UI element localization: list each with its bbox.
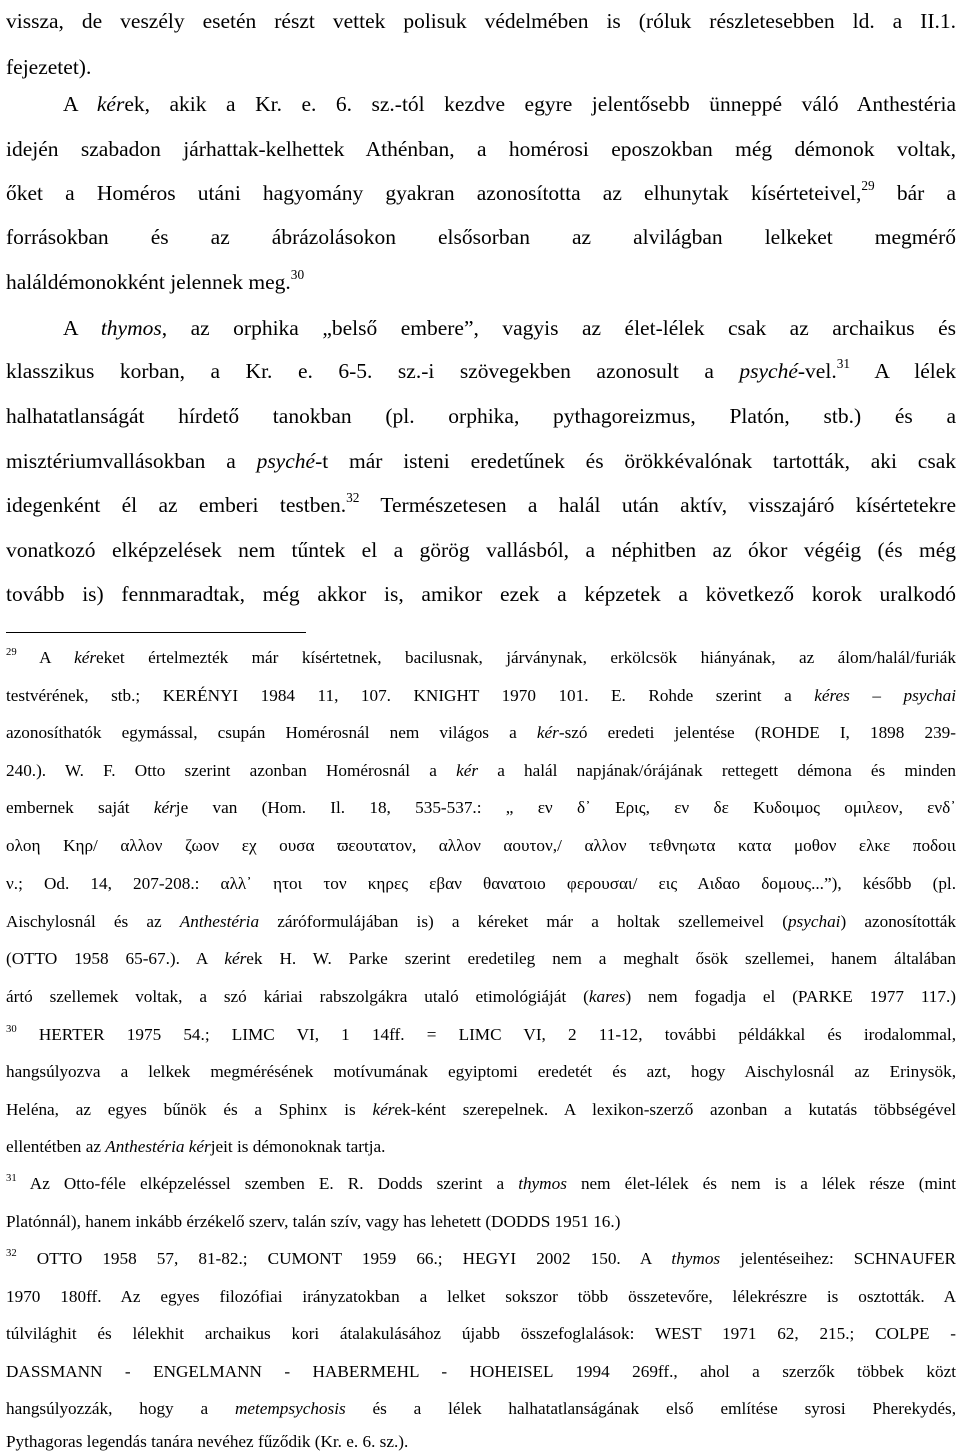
footnote-line: Heléna, az egyes bűnök és a Sphinx is kérek-ként szerepelnek. A lexikon-szerző azonban a kutatás többségével [6, 1100, 956, 1119]
footnote-line: testvérének, stb.; KERÉNYI 1984 11, 107. KNIGHT 1970 101. E. Rohde szerint a kéres – psychai [6, 686, 956, 705]
body-line [6, 52, 956, 82]
footnote-line: azonosíthatók egymással, csupán Homérosnál nem világos a kér-szó eredeti jelentése (ROHDE I, 1898 239- [6, 723, 956, 742]
footnote-line: embernek saját kérje van (Hom. Il. 18, 535-537.: „ εν δ᾽ Ερις, εν δε Κυδοιμος ομιλεον, ενδ᾽ [6, 798, 956, 817]
body-line [6, 6, 956, 36]
italic-term: thymos [100, 316, 162, 340]
body-line: A thymos, az orphika „belső embere”, vagyis az élet-lélek csak az archaikus és [63, 316, 956, 340]
italic-term: psyché [256, 449, 316, 473]
footnote-ref-30[interactable]: 30 [290, 267, 305, 283]
footnote-number: 31 [6, 1173, 17, 1185]
footnote-line-greek: ολοη Κηρ/ αλλον ζωον εχ ουσα ϖεουτατον, αλλον αουτον,/ αλλον τεθνηωτα κατα μοθον ελκε ποδοιι [6, 836, 956, 855]
body-line: A kérek, akik a Kr. e. 6. sz.-tól kezdve egyre jelentősebb ünneppé váló Anthestéria [63, 92, 956, 116]
body-line: tovább is) fennmaradtak, még akkor is, amikor ezek a képzetek a következő korok uralkodó [6, 582, 956, 606]
footnote-32: $^{32}$ OTTO 1958 57, 81-82.; CUMONT 1959 66.; HEGYI 2002 150. A thymos jelentéseihez: SCHNAUFER [6, 1248, 956, 1268]
footnote-line: Pythagoras legendás tanára nevéhez fűződik (Kr. e. 6. sz.). [6, 1432, 409, 1451]
footnote-line-greek: ν.; Od. 14, 207-208.: αλλ᾽ ητοι τον κηρες εβαν θανατοιο φερουσαι/ εις Αιδαο δομους...”), később (pl. [6, 874, 956, 893]
footnote-line: 240.). W. F. Otto szerint azonban Homérosnál a kér a halál napjának/órájának rettegett démona és minden [6, 761, 956, 780]
footnote-line: túlvilághit és lélekhit archaikus kori átalakulásához újabb összefoglalások: WEST 1971 62, 215.; COLPE - [6, 1324, 956, 1343]
body-line: idegenként él az emberi testben.$^{32}$ Természetesen a halál után aktív, visszajáró kísértetekre [6, 490, 956, 517]
italic-term: psyché [739, 359, 798, 383]
footnote-line: DASSMANN - ENGELMANN - HABERMEHL - HOHEISEL 1994 269ff., ahol a szerzők többek közt [6, 1362, 956, 1381]
body-line: idején szabadon járhattak-kelhettek Athénban, a homérosi eposzokban még démonok voltak, [6, 137, 956, 161]
footnote-29: $^{29}$ A kéreket értelmezték már kísértetnek, bacilusnak, járványnak, erkölcsök hiányának, az álom/halál/furiák [6, 647, 956, 667]
body-line: klasszikus korban, a Kr. e. 6-5. sz.-i szövegekben azonosult a psyché-vel.$^{31}$ A lélek [6, 356, 956, 383]
footnote-30: $^{30}$ HERTER 1975 54.; LIMC VI, 1 14ff. = LIMC VI, 2 11-12, további példákkal és irodalommal, [6, 1024, 956, 1044]
body-line: vonatkozó elképzelések nem tűntek el a görög vallásból, a néphitben az ókor végéig (és még [6, 538, 956, 562]
body-line: haláldémonokként jelennek meg.$^{30}$ [6, 267, 305, 294]
footnote-separator [6, 632, 306, 633]
footnote-line: 1970 180ff. Az egyes filozófiai irányzatokban a lelket sokszor több összetevőre, lélekrészre is osztották. A [6, 1287, 956, 1306]
footnote-ref-32[interactable]: 32 [346, 490, 360, 506]
body-line: őket a Homéros utáni hagyomány gyakran azonosította az elhunytak kísérteteivel,$^{29}$ bár a [6, 178, 956, 205]
footnote-ref-29[interactable]: 29 [861, 178, 875, 194]
footnote-line: hangsúlyozzák, hogy a metempsychosis és a lélek halhatatlanságának első említése syrosi Pherekydés, [6, 1399, 956, 1418]
footnote-31: $^{31}$ Az Otto-féle elképzeléssel szemben E. R. Dodds szerint a thymos nem élet-lélek és nem is a lélek része (mint [6, 1173, 956, 1193]
footnote-line: ellentétben az Anthestéria kérjeit is démonoknak tartja. [6, 1137, 386, 1156]
footnote-line: (OTTO 1958 65-67.). A kérek H. W. Parke szerint eredetileg nem a meghalt ősök szellemei, hanem általában [6, 949, 956, 968]
footnote-line: ártó szellemek voltak, a szó káriai rabszolgákra utaló etimológiáját (kares) nem fogadja el (PARKE 1977 117.) [6, 987, 956, 1006]
text: vissza, de veszély esetén részt vettek polisuk védelmében is (róluk részletesebben ld. a II.1. [6, 9, 956, 33]
footnote-line: Aischylosnál és az Anthestéria záróformulájában is) a kéreket már a holtak szellemeivel (psychai) azonosították [6, 912, 956, 931]
body-line: halhatatlanságát hírdető tanokban (pl. orphika, pythagoreizmus, Platón, stb.) és a [6, 404, 956, 428]
footnote-number: 32 [6, 1248, 17, 1260]
italic-term: kér [96, 92, 125, 116]
text: fejezetet). [6, 55, 92, 79]
body-line: forrásokban és az ábrázolásokon elsősorban az alvilágban lelkeket megmérő [6, 225, 956, 249]
footnote-line: hangsúlyozva a lelkek megmérésének motívumának egyiptomi eredetét és azt, hogy Aischylosnál az Erinysök, [6, 1062, 956, 1081]
footnote-number: 30 [6, 1024, 17, 1036]
body-line: misztériumvallásokban a psyché-t már isteni eredetűnek és örökkévalónak tartották, aki csak [6, 449, 956, 473]
footnote-ref-31[interactable]: 31 [836, 356, 851, 372]
footnote-number: 29 [6, 647, 17, 659]
footnote-line: Platónnál), hanem inkább érzékelő szerv, talán szív, vagy has lehetett (DODDS 1951 16.) [6, 1212, 621, 1231]
